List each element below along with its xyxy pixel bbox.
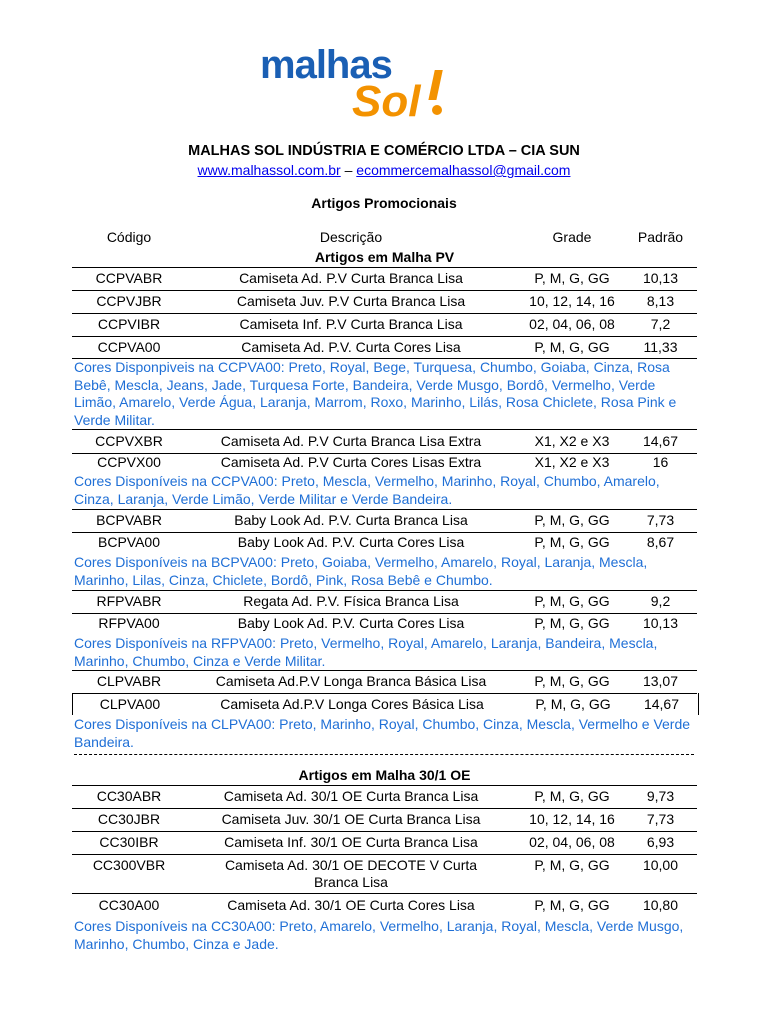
- cell-code: CC30ABR: [96, 788, 162, 804]
- cell-price: 16: [652, 454, 669, 470]
- cell-code: CCPVJBR: [96, 293, 162, 309]
- table-row: [72, 809, 697, 832]
- document-title: Artigos Promocionais: [311, 195, 457, 211]
- logo-word-sol: Sol: [352, 77, 421, 120]
- cell-code: CCPVABR: [95, 270, 163, 286]
- cell-desc: Camiseta Juv. P.V Curta Branca Lisa: [236, 293, 466, 309]
- cell-desc: Camiseta Ad. 30/1 OE DECOTE V Curta: [224, 857, 478, 873]
- table-row: [72, 453, 697, 473]
- cell-grade: P, M, G, GG: [534, 897, 610, 913]
- cell-price: 8,67: [646, 534, 675, 550]
- table-row: [72, 894, 697, 914]
- cell-grade: 10, 12, 14, 16: [529, 811, 615, 827]
- cell-price: 13,07: [642, 673, 679, 689]
- colors-note: Cores Disponíveis na CC30A00: Preto, Amarelo, Vermelho, Laranja, Royal, Mescla, Verde Musgo, Marinho, Chumbo, Cinza e Jade.: [74, 918, 684, 952]
- cell-code: CC30JBR: [97, 811, 161, 827]
- cell-price: 10,00: [642, 857, 679, 873]
- cell-desc: Camiseta Ad. P.V. Curta Cores Lisa: [241, 339, 461, 355]
- cell-price: 14,67: [643, 696, 680, 712]
- table-row: [72, 693, 699, 715]
- cell-desc: Regata Ad. P.V. Física Branca Lisa: [243, 593, 459, 609]
- cell-grade: 02, 04, 06, 08: [529, 316, 615, 332]
- cell-price: 8,13: [646, 293, 675, 309]
- cell-desc: Baby Look Ad. P.V. Curta Branca Lisa: [234, 512, 468, 528]
- cell-desc: Camiseta Ad. 30/1 OE Curta Cores Lisa: [227, 897, 475, 913]
- table-row: [72, 855, 697, 894]
- cell-desc-line2: Branca Lisa: [314, 874, 388, 890]
- cell-desc: Camiseta Ad. 30/1 OE Curta Branca Lisa: [223, 788, 479, 804]
- table-row: [72, 314, 697, 337]
- colors-note: Cores Disponíveis na BCPVA00: Preto, Goiaba, Vermelho, Amarelo, Royal, Laranja, Mescla, Marinho, Lilas, Cinza, Chiclete, Bordô, Pink, Rosa Bebê e Chumbo.: [74, 554, 648, 588]
- cell-price: 7,2: [650, 316, 671, 332]
- cell-desc: Camiseta Inf. P.V Curta Branca Lisa: [239, 316, 463, 332]
- cell-grade: P, M, G, GG: [534, 788, 610, 804]
- cell-desc: Baby Look Ad. P.V. Curta Cores Lisa: [237, 615, 465, 631]
- cell-grade: P, M, G, GG: [534, 534, 610, 550]
- cell-price: 10,13: [642, 615, 679, 631]
- cell-grade: P, M, G, GG: [534, 270, 610, 286]
- company-name: MALHAS SOL INDÚSTRIA E COMÉRCIO LTDA – CIA SUN: [188, 143, 580, 159]
- cell-price: 6,93: [646, 834, 675, 850]
- malhas-sol-logo: [256, 36, 466, 120]
- cell-code: BCPVABR: [96, 512, 162, 528]
- cell-desc: Camiseta Ad.P.V Longa Branca Básica Lisa: [215, 673, 487, 689]
- table-row: [72, 590, 697, 614]
- cell-price: 14,67: [642, 433, 679, 449]
- cell-grade: P, M, G, GG: [534, 615, 610, 631]
- cell-price: 9,73: [646, 788, 675, 804]
- cell-code: CC300VBR: [92, 857, 166, 873]
- cell-desc: Camiseta Inf. 30/1 OE Curta Branca Lisa: [224, 834, 478, 850]
- cell-price: 7,73: [646, 512, 675, 528]
- logo-exclamation-bar: [428, 70, 442, 100]
- table-row: [72, 532, 697, 552]
- cell-code: CCPVX00: [97, 454, 161, 470]
- table-row: [72, 337, 697, 359]
- contact-links: [0, 162, 768, 178]
- cell-code: BCPVA00: [98, 534, 160, 550]
- cell-desc: Baby Look Ad. P.V. Curta Cores Lisa: [237, 534, 465, 550]
- cell-grade: P, M, G, GG: [534, 512, 610, 528]
- table-row: [72, 613, 697, 633]
- colors-note: Cores Disponíveis na CCPVA00: Preto, Mescla, Vermelho, Marinho, Royal, Chumbo, Amarelo, Cinza, Laranja, Verde Limão, Verde Militar e Verde Bandeira.: [74, 473, 660, 507]
- logo-word-malhas: malhas: [260, 43, 392, 87]
- section-title-oe: Artigos em Malha 30/1 OE: [72, 767, 697, 786]
- cell-grade: P, M, G, GG: [534, 857, 610, 873]
- cell-code: CLPVABR: [96, 673, 162, 689]
- website-link[interactable]: www.malhassol.com.br: [197, 162, 341, 178]
- cell-grade: P, M, G, GG: [534, 673, 610, 689]
- table-row: [72, 786, 697, 809]
- cell-desc: Camiseta Juv. 30/1 OE Curta Branca Lisa: [221, 811, 481, 827]
- cell-price: 11,33: [643, 339, 678, 355]
- cell-code: RFPVA00: [98, 615, 160, 631]
- table-row: [72, 509, 697, 533]
- table-row: [72, 429, 697, 454]
- dashed-divider: [74, 754, 694, 755]
- cell-code: CC30IBR: [99, 834, 159, 850]
- cell-code: CCPVA00: [97, 339, 161, 355]
- cell-desc: Camiseta Ad.P.V Longa Cores Básica Lisa: [220, 696, 484, 712]
- header-padrao: Padrão: [637, 229, 684, 245]
- cell-code: RFPVABR: [96, 593, 162, 609]
- table-row: [72, 291, 697, 314]
- cell-desc: Camiseta Ad. P.V Curta Branca Lisa Extra: [220, 433, 482, 449]
- cell-price: 7,73: [646, 811, 675, 827]
- colors-note: Cores Disponíveis na CLPVA00: Preto, Marinho, Royal, Chumbo, Cinza, Mescla, Vermelho e Verde Bandeira.: [74, 716, 691, 750]
- cell-price: 9,2: [650, 593, 671, 609]
- cell-price: 10,13: [642, 270, 679, 286]
- cell-grade: P, M, G, GG: [535, 696, 611, 712]
- cell-grade: P, M, G, GG: [534, 593, 610, 609]
- cell-price: 10,80: [642, 897, 679, 913]
- section-title-pv: Artigos em Malha PV: [72, 249, 697, 268]
- table-row: [72, 268, 697, 291]
- cell-grade: X1, X2 e X3: [534, 454, 610, 470]
- email-link[interactable]: ecommercemalhassol@gmail.com: [356, 162, 571, 178]
- cell-desc: Camiseta Ad. P.V Curta Branca Lisa: [239, 270, 463, 286]
- colors-note: Cores Disponpiveis na CCPVA00: Preto, Royal, Bege, Turquesa, Chumbo, Goiaba, Cinza, Rosa Bebê, Mescla, Jeans, Jade, Turquesa Forte, Bandeira, Verde Musgo, Bordô, Vermelho, Verde Limão, Amarelo, Verde Água, Laranja, Marrom, Roxo, Marinho, Lilás, Rosa Chiclete, Rosa Pink e Verde Militar.: [74, 359, 677, 428]
- link-separator: –: [340, 162, 357, 178]
- cell-desc: Camiseta Ad. P.V Curta Cores Lisas Extra: [220, 454, 482, 470]
- table-row: [72, 670, 697, 694]
- colors-note: Cores Disponíveis na RFPVA00: Preto, Vermelho, Royal, Amarelo, Laranja, Bandeira, Mescla, Marinho, Chumbo, Cinza e Verde Militar.: [74, 635, 658, 669]
- cell-code: CCPVIBR: [97, 316, 161, 332]
- cell-code: CLPVA00: [99, 696, 161, 712]
- logo-exclamation-dot: [432, 105, 442, 115]
- header-codigo: Código: [106, 229, 152, 245]
- header-grade: Grade: [552, 229, 592, 245]
- header-descricao: Descrição: [319, 229, 383, 245]
- cell-code: CCPVXBR: [95, 433, 163, 449]
- cell-code: CC30A00: [98, 897, 160, 913]
- cell-grade: X1, X2 e X3: [534, 433, 610, 449]
- table-row: [72, 832, 697, 855]
- cell-grade: P, M, G, GG: [534, 339, 610, 355]
- cell-grade: 02, 04, 06, 08: [529, 834, 615, 850]
- cell-grade: 10, 12, 14, 16: [529, 293, 615, 309]
